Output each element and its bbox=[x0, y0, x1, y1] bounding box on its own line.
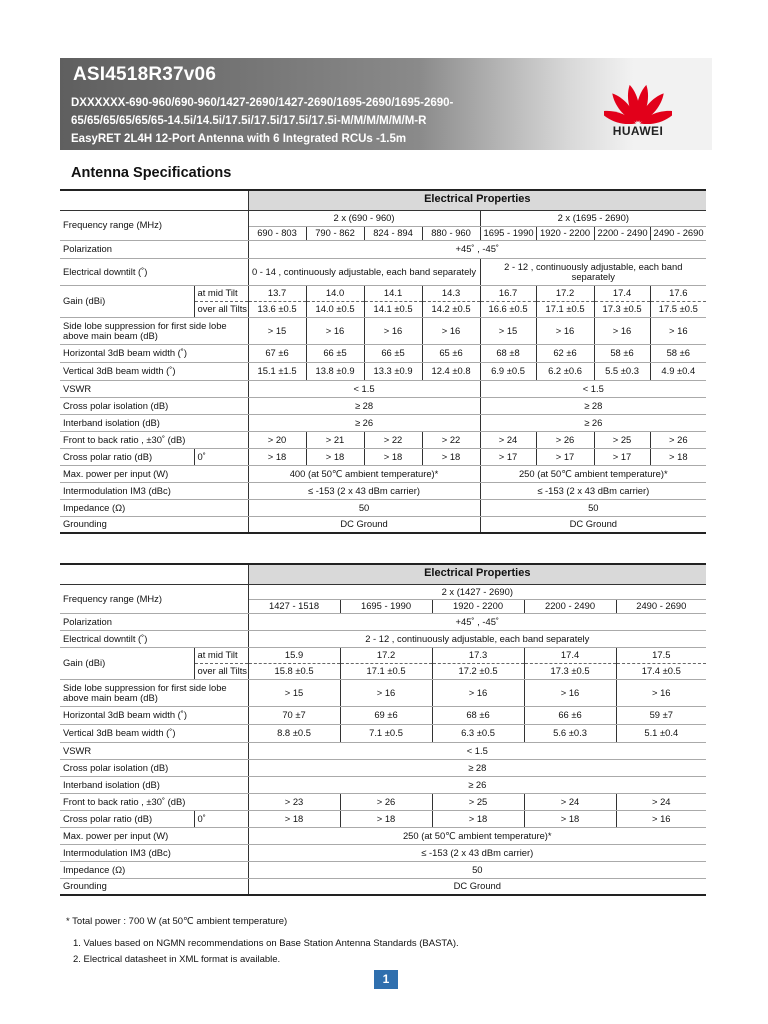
table-cell: +45˚ , -45˚ bbox=[248, 613, 706, 630]
table-cell: 68 ±6 bbox=[432, 706, 524, 724]
model-code-line-1: DXXXXXX-690-960/690-960/1427-2690/1427-2690/1695-2690/1695-2690- bbox=[71, 97, 454, 109]
table-cell: 250 (at 50℃ ambient temperature)* bbox=[480, 465, 706, 482]
table-cell: 70 ±7 bbox=[248, 706, 340, 724]
table-cell: DC Ground bbox=[248, 878, 706, 895]
row-label: Impedance (Ω) bbox=[60, 499, 248, 516]
table-cell: 2490 - 2690 bbox=[650, 226, 706, 240]
table-cell: 790 - 862 bbox=[306, 226, 364, 240]
row-label: Cross polar ratio (dB) bbox=[60, 810, 194, 827]
table-row bbox=[60, 647, 706, 663]
table-cell: 2200 - 2490 bbox=[524, 599, 616, 613]
table-cell: 17.6 bbox=[650, 285, 706, 301]
row-label: Cross polar isolation (dB) bbox=[60, 759, 248, 776]
table-cell: 17.5 ±0.5 bbox=[650, 301, 706, 317]
table-cell: 1695 - 1990 bbox=[480, 226, 536, 240]
table-cell: 824 - 894 bbox=[364, 226, 422, 240]
table-cell: 50 bbox=[248, 861, 706, 878]
table-cell: < 1.5 bbox=[480, 380, 706, 397]
table-row bbox=[60, 431, 706, 448]
row-label: Side lobe suppression for first side lobe above main beam (dB) bbox=[60, 679, 248, 706]
table-cell: > 18 bbox=[432, 810, 524, 827]
row-label: Gain (dBi) bbox=[60, 285, 194, 317]
table-cell: 14.0 bbox=[306, 285, 364, 301]
table-cell: > 16 bbox=[524, 679, 616, 706]
table-cell: 50 bbox=[480, 499, 706, 516]
table-cell: 7.1 ±0.5 bbox=[340, 724, 432, 742]
table-cell: 0 - 14 , continuously adjustable, each band separately bbox=[248, 258, 480, 285]
table-cell: 13.8 ±0.9 bbox=[306, 362, 364, 380]
row-sublabel: 0˚ bbox=[194, 810, 248, 827]
table-cell: > 18 bbox=[524, 810, 616, 827]
table-cell: > 15 bbox=[480, 317, 536, 344]
row-label: Horizontal 3dB beam width (˚) bbox=[60, 706, 248, 724]
table-cell: 59 ±7 bbox=[616, 706, 706, 724]
row-sublabel: over all Tilts bbox=[194, 663, 248, 679]
table-cell: 2490 - 2690 bbox=[616, 599, 706, 613]
table-cell: 1920 - 2200 bbox=[536, 226, 594, 240]
table-row bbox=[60, 679, 706, 706]
table-cell: > 18 bbox=[248, 448, 306, 465]
band-group: 2 x (1427 - 2690) bbox=[248, 584, 706, 599]
footnote-2: 2. Electrical datasheet in XML format is available. bbox=[73, 954, 281, 965]
table-cell: ≥ 26 bbox=[480, 414, 706, 431]
band-group: 2 x (1695 - 2690) bbox=[480, 210, 706, 226]
table-cell: 14.1 bbox=[364, 285, 422, 301]
table-cell: > 26 bbox=[536, 431, 594, 448]
row-label: Polarization bbox=[60, 613, 248, 630]
table-cell: 17.4 ±0.5 bbox=[616, 663, 706, 679]
table-cell: ≥ 28 bbox=[248, 759, 706, 776]
table-cell: 6.9 ±0.5 bbox=[480, 362, 536, 380]
row-label: Intermodulation IM3 (dBc) bbox=[60, 844, 248, 861]
table-cell: > 18 bbox=[422, 448, 480, 465]
product-description: EasyRET 2L4H 12-Port Antenna with 6 Integrated RCUs -1.5m bbox=[71, 133, 407, 145]
table-row bbox=[60, 724, 706, 742]
table-cell: 66 ±6 bbox=[524, 706, 616, 724]
table-cell: > 16 bbox=[340, 679, 432, 706]
table-cell: +45˚ , -45˚ bbox=[248, 240, 706, 258]
huawei-petals-icon bbox=[604, 78, 672, 124]
row-label: VSWR bbox=[60, 380, 248, 397]
table-cell: > 15 bbox=[248, 679, 340, 706]
table-cell: > 15 bbox=[248, 317, 306, 344]
table-row bbox=[60, 317, 706, 344]
table-cell: > 26 bbox=[340, 793, 432, 810]
table-cell: 65 ±6 bbox=[422, 344, 480, 362]
table-cell: ≥ 28 bbox=[480, 397, 706, 414]
table-cell: > 23 bbox=[248, 793, 340, 810]
table-cell: 15.1 ±1.5 bbox=[248, 362, 306, 380]
table-cell: ≥ 26 bbox=[248, 776, 706, 793]
table-cell: > 18 bbox=[364, 448, 422, 465]
table-cell: ≥ 28 bbox=[248, 397, 480, 414]
table-cell: > 24 bbox=[480, 431, 536, 448]
row-sublabel: at mid Tilt bbox=[194, 647, 248, 663]
table-cell: > 24 bbox=[616, 793, 706, 810]
table-cell: > 16 bbox=[650, 317, 706, 344]
table-cell: DC Ground bbox=[248, 516, 480, 533]
table-cell: 17.1 ±0.5 bbox=[340, 663, 432, 679]
table-cell: 14.0 ±0.5 bbox=[306, 301, 364, 317]
row-label: Max. power per input (W) bbox=[60, 465, 248, 482]
table-cell: 16.7 bbox=[480, 285, 536, 301]
table-cell: 13.6 ±0.5 bbox=[248, 301, 306, 317]
table-cell: 12.4 ±0.8 bbox=[422, 362, 480, 380]
row-label: Max. power per input (W) bbox=[60, 827, 248, 844]
table-cell: 1920 - 2200 bbox=[432, 599, 524, 613]
table-cell: ≤ -153 (2 x 43 dBm carrier) bbox=[248, 844, 706, 861]
table-cell: > 26 bbox=[650, 431, 706, 448]
table-row bbox=[60, 448, 706, 465]
table-cell: > 16 bbox=[364, 317, 422, 344]
table-cell: 17.4 bbox=[594, 285, 650, 301]
table-cell: 1427 - 1518 bbox=[248, 599, 340, 613]
table-cell: 2 - 12 , continuously adjustable, each band separately bbox=[480, 258, 706, 285]
row-label: Vertical 3dB beam width (˚) bbox=[60, 362, 248, 380]
table-cell: 880 - 960 bbox=[422, 226, 480, 240]
table-cell: 15.9 bbox=[248, 647, 340, 663]
logo-wordmark: HUAWEI bbox=[612, 124, 664, 138]
table-cell: > 22 bbox=[422, 431, 480, 448]
row-label: Cross polar ratio (dB) bbox=[60, 448, 194, 465]
table-cell: 17.5 bbox=[616, 647, 706, 663]
electrical-properties-table-1 bbox=[60, 189, 706, 534]
table-cell: > 17 bbox=[536, 448, 594, 465]
table-cell: > 16 bbox=[616, 810, 706, 827]
table-cell: > 25 bbox=[594, 431, 650, 448]
table-cell: 66 ±5 bbox=[364, 344, 422, 362]
table-cell: > 16 bbox=[594, 317, 650, 344]
table-cell: 5.6 ±0.3 bbox=[524, 724, 616, 742]
table-cell: > 16 bbox=[432, 679, 524, 706]
table-row bbox=[60, 706, 706, 724]
table-cell: 58 ±6 bbox=[594, 344, 650, 362]
table-cell: 6.2 ±0.6 bbox=[536, 362, 594, 380]
table-row bbox=[60, 344, 706, 362]
section-title: Antenna Specifications bbox=[71, 165, 232, 181]
row-label: Front to back ratio , ±30˚ (dB) bbox=[60, 793, 248, 810]
table-cell: 14.2 ±0.5 bbox=[422, 301, 480, 317]
table-cell: > 25 bbox=[432, 793, 524, 810]
row-label: Vertical 3dB beam width (˚) bbox=[60, 724, 248, 742]
table-cell: > 16 bbox=[306, 317, 364, 344]
table-cell: > 21 bbox=[306, 431, 364, 448]
table-caption: Electrical Properties bbox=[248, 564, 706, 584]
table-cell: > 20 bbox=[248, 431, 306, 448]
table-cell: 17.3 ±0.5 bbox=[594, 301, 650, 317]
row-label: Interband isolation (dB) bbox=[60, 776, 248, 793]
row-label: Grounding bbox=[60, 516, 248, 533]
table-cell: 400 (at 50℃ ambient temperature)* bbox=[248, 465, 480, 482]
table-cell: 16.6 ±0.5 bbox=[480, 301, 536, 317]
table-cell: 5.1 ±0.4 bbox=[616, 724, 706, 742]
table-cell: 17.2 bbox=[536, 285, 594, 301]
table-cell: ≤ -153 (2 x 43 dBm carrier) bbox=[480, 482, 706, 499]
table-row bbox=[60, 285, 706, 301]
table-cell: < 1.5 bbox=[248, 742, 706, 759]
row-label: Side lobe suppression for first side lobe above main beam (dB) bbox=[60, 317, 248, 344]
table-cell: 250 (at 50℃ ambient temperature)* bbox=[248, 827, 706, 844]
table-cell: > 17 bbox=[594, 448, 650, 465]
table-cell: 13.7 bbox=[248, 285, 306, 301]
row-label: Frequency range (MHz) bbox=[60, 210, 248, 240]
table-row bbox=[60, 362, 706, 380]
table-cell: 6.3 ±0.5 bbox=[432, 724, 524, 742]
row-label: Intermodulation IM3 (dBc) bbox=[60, 482, 248, 499]
table-cell: 2 - 12 , continuously adjustable, each band separately bbox=[248, 630, 706, 647]
table-cell: 15.8 ±0.5 bbox=[248, 663, 340, 679]
table-cell: < 1.5 bbox=[248, 380, 480, 397]
table-cell: > 18 bbox=[340, 810, 432, 827]
row-label: Front to back ratio , ±30˚ (dB) bbox=[60, 431, 248, 448]
row-label: Interband isolation (dB) bbox=[60, 414, 248, 431]
electrical-properties-table-2 bbox=[60, 563, 706, 896]
table-cell: 13.3 ±0.9 bbox=[364, 362, 422, 380]
table-cell: 17.2 ±0.5 bbox=[432, 663, 524, 679]
table-cell: 5.5 ±0.3 bbox=[594, 362, 650, 380]
table-cell: 17.1 ±0.5 bbox=[536, 301, 594, 317]
table-cell: DC Ground bbox=[480, 516, 706, 533]
table-cell: ≥ 26 bbox=[248, 414, 480, 431]
table-cell: 50 bbox=[248, 499, 480, 516]
table-cell: 2200 - 2490 bbox=[594, 226, 650, 240]
table-cell: 66 ±5 bbox=[306, 344, 364, 362]
row-label: Cross polar isolation (dB) bbox=[60, 397, 248, 414]
table-cell: 690 - 803 bbox=[248, 226, 306, 240]
table-cell: 62 ±6 bbox=[536, 344, 594, 362]
row-label: Grounding bbox=[60, 878, 248, 895]
table-cell: 17.3 ±0.5 bbox=[524, 663, 616, 679]
table-caption: Electrical Properties bbox=[248, 190, 706, 210]
table-cell: > 16 bbox=[616, 679, 706, 706]
table-cell: 58 ±6 bbox=[650, 344, 706, 362]
row-label: Electrical downtilt (˚) bbox=[60, 258, 248, 285]
total-power-note: * Total power : 700 W (at 50℃ ambient temperature) bbox=[66, 916, 288, 927]
table-cell: 68 ±8 bbox=[480, 344, 536, 362]
huawei-logo bbox=[604, 78, 672, 142]
row-sublabel: at mid Tilt bbox=[194, 285, 248, 301]
table-cell: > 16 bbox=[422, 317, 480, 344]
page-number: 1 bbox=[374, 970, 398, 989]
table-cell: > 16 bbox=[536, 317, 594, 344]
row-sublabel: 0˚ bbox=[194, 448, 248, 465]
table-cell: > 18 bbox=[248, 810, 340, 827]
row-label: Gain (dBi) bbox=[60, 647, 194, 679]
table-cell: 67 ±6 bbox=[248, 344, 306, 362]
table-cell: 17.4 bbox=[524, 647, 616, 663]
table-row bbox=[60, 793, 706, 810]
table-cell: 14.3 bbox=[422, 285, 480, 301]
row-label: Electrical downtilt (˚) bbox=[60, 630, 248, 647]
table-cell: 17.2 bbox=[340, 647, 432, 663]
row-label: VSWR bbox=[60, 742, 248, 759]
table-cell: > 18 bbox=[306, 448, 364, 465]
row-label: Frequency range (MHz) bbox=[60, 584, 248, 613]
table-cell: > 22 bbox=[364, 431, 422, 448]
table-cell: 14.1 ±0.5 bbox=[364, 301, 422, 317]
table-cell: 4.9 ±0.4 bbox=[650, 362, 706, 380]
footnote-1: 1. Values based on NGMN recommendations on Base Station Antenna Standards (BASTA). bbox=[73, 938, 459, 949]
table-cell: 17.3 bbox=[432, 647, 524, 663]
table-cell: 1695 - 1990 bbox=[340, 599, 432, 613]
band-group: 2 x (690 - 960) bbox=[248, 210, 480, 226]
product-title: ASI4518R37v06 bbox=[73, 64, 217, 85]
table-cell: 8.8 ±0.5 bbox=[248, 724, 340, 742]
table-cell: > 24 bbox=[524, 793, 616, 810]
row-label: Impedance (Ω) bbox=[60, 861, 248, 878]
table-cell: 69 ±6 bbox=[340, 706, 432, 724]
table-row bbox=[60, 810, 706, 827]
row-label: Horizontal 3dB beam width (˚) bbox=[60, 344, 248, 362]
table-cell: ≤ -153 (2 x 43 dBm carrier) bbox=[248, 482, 480, 499]
row-sublabel: over all Tilts bbox=[194, 301, 248, 317]
table-cell: > 18 bbox=[650, 448, 706, 465]
row-label: Polarization bbox=[60, 240, 248, 258]
model-code-line-2: 65/65/65/65/65/65-14.5i/14.5i/17.5i/17.5i/17.5i/17.5i-M/M/M/M/M/M-R bbox=[71, 115, 427, 127]
table-cell: > 17 bbox=[480, 448, 536, 465]
